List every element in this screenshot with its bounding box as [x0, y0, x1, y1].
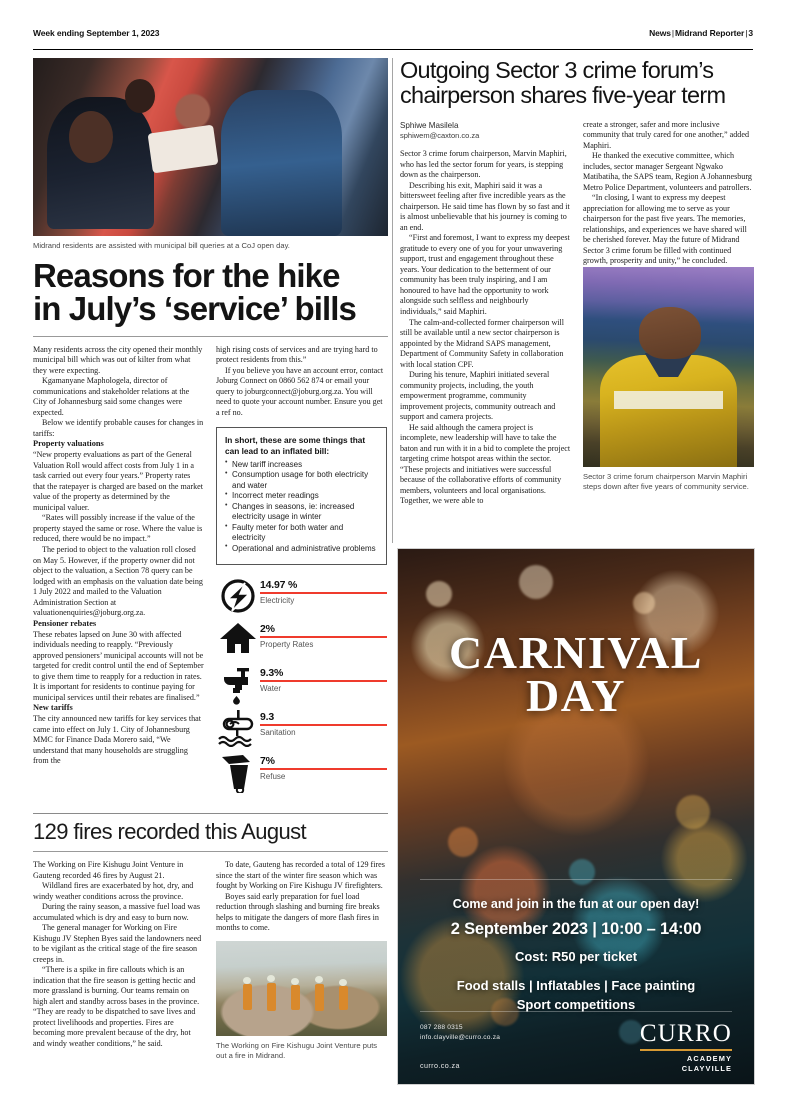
paragraph: “Rates will possibly increase if the value of the property stayed the same or rose. Where the value is reduced, there would be no impact.” — [33, 513, 203, 544]
tariff-percent: 7% — [260, 754, 275, 767]
tariff-info — [260, 709, 387, 737]
list-item: • Faulty meter for both water and electricity — [225, 523, 378, 543]
bokeh-light — [448, 827, 478, 857]
infobox-title: In short, these are some things that can lead to an inflated bill: — [225, 435, 366, 456]
paragraph: “In closing, I want to express my deepest appreciation for allowing me to serve as your chairperson for the past five years. The memories, relationships, and experiences we have shared will be cherished forever. May the future of Midrand Sector 3 crime forum be filled with continued growth, prosperity and unity,” he concluded. — [583, 193, 747, 266]
infobox-list — [225, 460, 378, 555]
headline-divider — [33, 336, 388, 337]
bokeh-light — [676, 795, 710, 829]
byline — [400, 120, 571, 142]
photo-face-shape — [639, 307, 701, 359]
paragraph: high rising costs of services and are trying hard to protect residents from this.” — [216, 344, 378, 365]
tariff-info — [260, 665, 387, 693]
fires-col-1 — [33, 860, 204, 1071]
curro-logo-wordmark: CURRO — [639, 1020, 732, 1047]
tariff-label: Refuse — [260, 771, 286, 781]
ad-activities — [412, 977, 740, 1015]
electricity-bolt-icon — [216, 577, 260, 615]
right-headline-line-2: chairperson shares five-year term — [400, 82, 726, 109]
subheading-property-valuations: Property valuations — [33, 439, 104, 449]
fires-col-2 — [216, 860, 387, 1071]
photo-figure-shape — [125, 79, 155, 113]
photo-figure-shape — [69, 111, 113, 163]
tariff-label: Property Rates — [260, 639, 314, 649]
page-title — [33, 257, 388, 328]
ad-activities-line-1: Food stalls | Inflatables | Face painting — [456, 978, 696, 993]
bokeh-light — [519, 565, 553, 599]
ad-date-time: 2 September 2023 | 10:00 – 14:00 — [450, 920, 702, 938]
paragraph: These rebates lapsed on June 30 with affected individuals needing to reapply. “Previously approved pensioners’ municipal accounts will not be targeted for credit control until the end of September to give them time to reapply for a reduction in rates. It is important for residents to continue paying for municipal services until their rebates are finalised.” — [33, 629, 204, 702]
tariff-row-sanitation — [216, 709, 387, 753]
masthead-page-number: 3 — [748, 28, 753, 38]
right-photo-caption: Sector 3 crime forum chairperson Marvin Maphiri steps down after five years of community service. — [583, 471, 749, 492]
left-article-columns — [33, 345, 388, 797]
firefighter-helmet — [315, 976, 323, 983]
firefighter-helmet — [339, 979, 347, 986]
paragraph: “New property evaluations as part of the General Valuation Roll would affect costs from July 1 in a task carried out every four years.” Property rates that the ratepayer is charged are based on the market value of the property as determined by the municipal valuer. — [33, 450, 203, 512]
tariff-bar — [260, 768, 387, 770]
article-body — [33, 860, 204, 1049]
article-body — [583, 120, 754, 267]
firefighter-helmet — [291, 978, 299, 985]
tariff-info — [260, 621, 387, 649]
photo-figure-shape — [246, 97, 288, 145]
tariff-bar — [260, 724, 387, 726]
paragraph: Sector 3 crime forum chairperson, Marvin Maphiri, who has led the sector forum for years, is stepping down as the chairperson. — [400, 149, 567, 180]
subheading-new-tariffs: New tariffs — [33, 703, 73, 713]
paragraph: During the rainy season, a massive fuel load was accumulated which is dry and easy to burn now. — [33, 902, 201, 922]
paragraph: The period to object to the valuation roll closed on May 5. However, if the property owner did not object to the valuation, a Section 78 query can be lodged with an emphasis on the valuation date being 1 July 2022 and mailed to the Valuation Administration Section at valuationenquiries@joburg.org.za. — [33, 544, 203, 618]
list-item: • Incorrect meter readings — [225, 491, 378, 501]
fires-article — [33, 813, 388, 1071]
masthead-separator-2: | — [745, 28, 748, 38]
byline-author: Sphiwe Masilela — [400, 120, 459, 130]
subheading-pensioner-rebates: Pensioner rebates — [33, 618, 97, 628]
inflated-bill-infobox — [216, 427, 387, 564]
paragraph: Many residents across the city opened their monthly municipal bill which was out of kilter from what they were expecting. — [33, 344, 203, 375]
paragraph: Kgamanyane Maphologela, director of communications and stakeholder relations at the City of Johannesburg said some changes were expected. — [33, 376, 190, 417]
left-column — [33, 58, 388, 1071]
paragraph: The Working on Fire Kishugu Joint Venture in Gauteng recorded 46 fires by August 21. — [33, 860, 184, 880]
sanitation-pipe-icon — [216, 709, 260, 747]
tariff-percent: 14.97 % — [260, 578, 298, 591]
tariff-label: Electricity — [260, 595, 295, 605]
paragraph: Wildland fires are exacerbated by hot, dry, and windy weather conditions across the province. — [33, 881, 194, 901]
ad-divider-bottom — [420, 1011, 732, 1012]
bokeh-light — [569, 859, 595, 885]
list-item: • New tariff increases — [225, 460, 378, 470]
firefighter-helmet — [243, 977, 251, 984]
firefighter-shape — [243, 984, 252, 1010]
tariff-row-refuse — [216, 753, 387, 797]
ad-activities-line-2: Sport competitions — [516, 996, 636, 1012]
paragraph: Describing his exit, Maphiri said it was a bittersweet feeling after five incredible years as the chairperson. He said time has flown by so fast and it is almost unbelievable that his journey is coming to an end. — [400, 180, 570, 232]
tariff-percent: 9.3% — [260, 666, 284, 679]
curro-logo-underline — [640, 1049, 732, 1051]
tariff-row-water — [216, 665, 387, 709]
left-article-col-2 — [216, 345, 387, 797]
ad-email[interactable]: info.clayville@curro.co.za — [420, 1033, 501, 1041]
carnival-day-advertisement[interactable] — [397, 548, 755, 1085]
firefighter-helmet — [267, 975, 275, 982]
right-headline-line-1: Outgoing Sector 3 crime forum’s — [400, 57, 714, 83]
fires-article-columns — [33, 860, 388, 1071]
paragraph: create a stronger, safer and more inclusive community that truly cared for one another,” added Maphiri. — [583, 119, 749, 150]
tariff-label: Sanitation — [260, 727, 296, 737]
curro-logo-subtext — [640, 1054, 732, 1074]
paragraph: He thanked the executive committee, which includes, sector manager Sergeant Ngwako Matibatiha, the SAPS team, Region A Johannesburg Metro Police Department, volunteers and patrollers. — [583, 151, 752, 192]
masthead-section: News — [649, 28, 671, 38]
bokeh-light — [426, 581, 452, 607]
tariff-increase-list — [216, 577, 387, 797]
article-body — [216, 345, 387, 419]
tariff-info — [260, 753, 387, 781]
ad-title-line-1: CARNIVAL — [449, 627, 703, 678]
column-divider — [392, 58, 393, 543]
paragraph: The calm-and-collected former chairperson will still be available until a new sector chairperson is appointed by the Midrand SAPS management, Department of Community Safety in collaboration with local station CPF. — [400, 317, 565, 369]
firefighter-shape — [315, 984, 324, 1011]
tariff-percent: 2% — [260, 622, 275, 635]
masthead-date: Week ending September 1, 2023 — [33, 28, 160, 38]
tariff-bar — [260, 592, 387, 594]
bokeh-light — [633, 592, 655, 614]
ad-title — [398, 627, 754, 722]
refuse-bin-icon — [216, 753, 260, 793]
right-column — [400, 58, 755, 507]
masthead-section-page — [649, 28, 753, 38]
byline-email: sphiwem@caxton.co.za — [400, 130, 480, 140]
tariff-row-electricity — [216, 577, 387, 621]
article-body — [33, 345, 204, 767]
tariff-info — [260, 577, 387, 605]
tariff-percent: 9.3 — [260, 710, 274, 723]
paragraph: The city announced new tariffs for key services that came into effect on July 1. City of Johannesburg MMC for Finance Dada Morero said, “We understand that many households are struggling from the — [33, 714, 201, 766]
photo-jacket-stripe — [614, 391, 723, 409]
left-article-col-1 — [33, 345, 204, 797]
list-item: • Consumption usage for both electricity and water — [225, 470, 378, 490]
curro-logo — [640, 1021, 732, 1074]
paragraph: Boyes said early preparation for fuel load reduction through slashing and burning fire breaks helps to mitigate the dangers of more flash fires in months to come. — [216, 891, 380, 933]
paragraph: To date, Gauteng has recorded a total of 129 fires since the start of the winter fire season which was fought by Working on Fire Kishugu JV firefighters. — [216, 860, 385, 891]
right-article-columns — [400, 120, 755, 507]
paragraph: During his tenure, Maphiri initiated several community projects, including, the youth empowerment programme, community improvement projects, community outreach and support and camera projects. — [400, 370, 556, 422]
fires-photo-caption: The Working on Fire Kishugu Joint Venture puts out a fire in Midrand. — [216, 1040, 378, 1061]
fires-headline-divider — [33, 851, 388, 852]
paragraph: “First and foremost, I want to express my deepest gratitude to every one of you for your unwavering support, trust and engagement throughout these years. Your dedication to the betterment of our community has been truly inspiring, and I am honoured to have had the opportunity to work alongside such selfless and neighbourly individuals,” said Maphiri. — [400, 233, 570, 316]
paragraph: Below we identify probable causes for changes in tariffs: — [33, 418, 204, 438]
article-body — [400, 149, 571, 507]
list-item: • Changes in seasons, ie: increased electricity usage in winter — [225, 502, 378, 522]
ad-title-line-2: DAY — [526, 670, 626, 722]
paragraph: “There is a spike in fire callouts which is an indication that the fire season is getting hectic and more grassland is burning. Our teams remain on high alert and standby across bases in the province. “They are ready to be dispatched to save lives and protect livelihoods and properties. Fires are becoming more prevalent because of the dry, hot and windy weather conditions,” he said. — [33, 965, 200, 1048]
tap-water-icon — [216, 665, 260, 705]
photo-paper-shape — [148, 125, 219, 174]
right-article-col-2 — [583, 120, 754, 507]
paragraph: The general manager for Working on Fire Kishugu JV Stephen Byes said the landowners need to be vigilant as the critical stage of the fire season creeps in. — [33, 923, 202, 964]
ad-contact-details[interactable] — [420, 1023, 500, 1043]
paragraph: He said although the camera project is incomplete, new leadership will have to take the baton and run with it in a bid to complete the project targeting crime hotspot areas within the sector. “These projects and initiatives were successful because of the collaborative efforts of community members, volunteers and local organisations. Together, we were able to — [400, 422, 571, 506]
photo-caption: Midrand residents are assisted with municipal bill queries at a CoJ open day. — [33, 241, 290, 250]
fires-headline: 129 fires recorded this August — [33, 818, 307, 844]
headline-line-1: Reasons for the hike — [33, 257, 340, 295]
firefighters-photo — [216, 941, 387, 1036]
firefighter-shape — [339, 986, 348, 1010]
masthead-publication: Midrand Reporter — [675, 28, 745, 38]
ad-website[interactable]: curro.co.za — [420, 1061, 460, 1070]
ad-divider-top — [420, 879, 732, 880]
right-article-headline — [400, 58, 755, 109]
section-divider — [33, 813, 388, 814]
ad-details — [412, 897, 740, 1015]
firefighter-shape — [291, 985, 300, 1010]
headline-line-2: in July’s ‘service’ bills — [33, 290, 356, 328]
house-icon — [216, 621, 260, 655]
article-body — [216, 860, 387, 934]
list-item: • Operational and administrative problems — [225, 544, 378, 554]
tariff-row-property-rates — [216, 621, 387, 665]
tariff-bar — [260, 680, 387, 682]
curro-logo-sub-1: ACADEMY — [686, 1053, 732, 1063]
masthead-separator-1: | — [671, 28, 674, 38]
marvin-maphiri-photo — [583, 267, 754, 467]
right-article-col-1 — [400, 120, 571, 507]
curro-logo-sub-2: CLAYVILLE — [681, 1063, 732, 1073]
ad-invitation-text: Come and join in the fun at our open day! — [452, 897, 700, 911]
paragraph: If you believe you have an account error, contact Joburg Connect on 0860 562 874 or email your query to joburgconnect@joburg.org.za. You will need to quote your account number. Ensure you get a ref no. — [216, 365, 384, 417]
firefighter-shape — [267, 983, 276, 1011]
ad-phone[interactable]: 087 288 0315 — [420, 1024, 463, 1031]
tariff-label: Water — [260, 683, 282, 693]
ad-cost: Cost: R50 per ticket — [514, 949, 638, 964]
page-masthead — [33, 28, 753, 50]
municipal-bill-queries-photo — [33, 58, 388, 236]
tariff-bar — [260, 636, 387, 638]
